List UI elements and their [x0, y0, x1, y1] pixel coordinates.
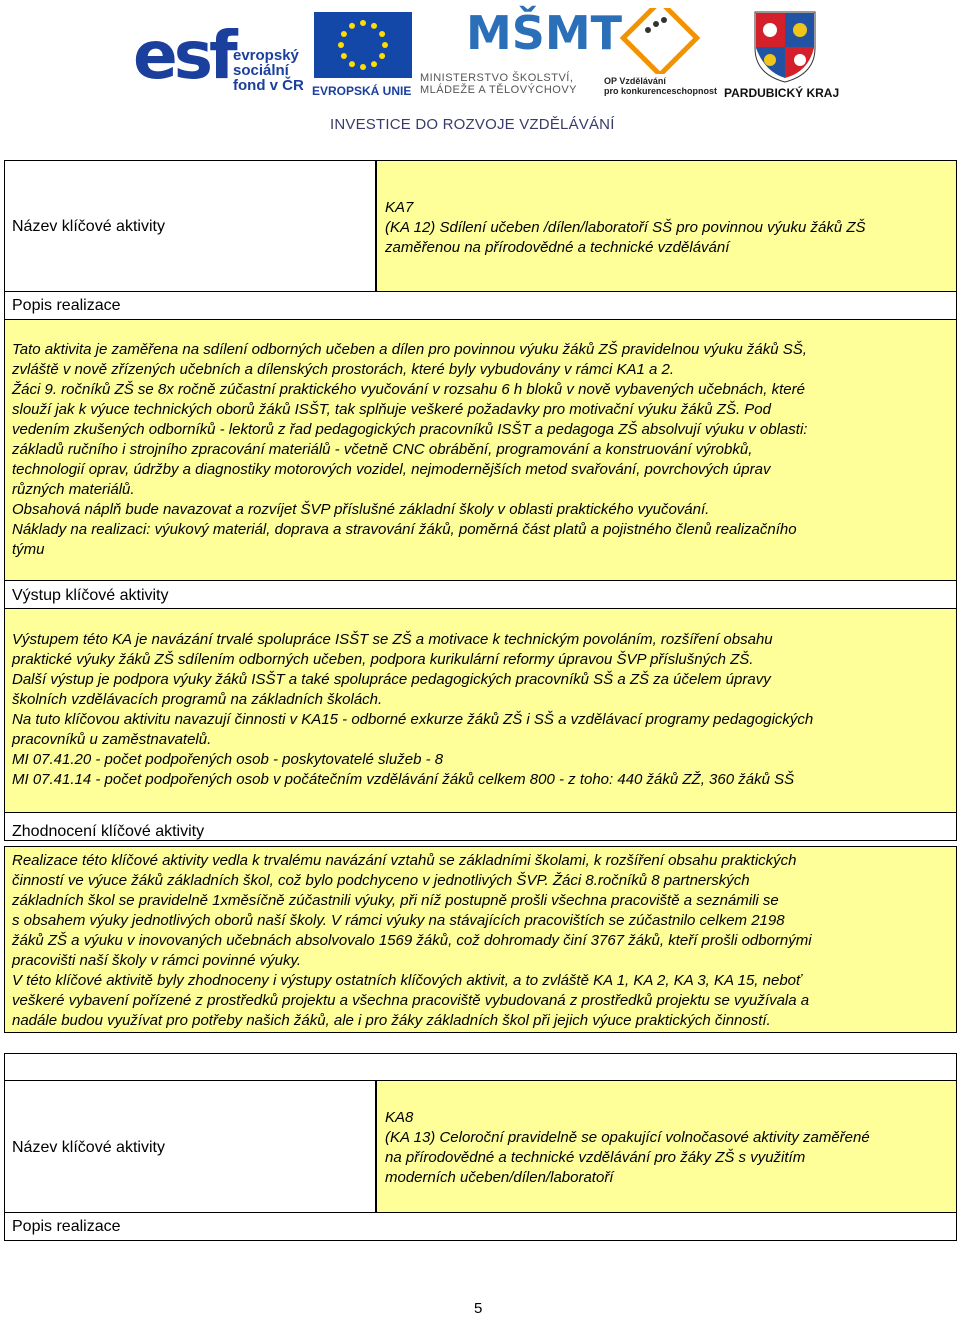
ka7-zhodnoceni-line: V této klíčové aktivitě byly zhodnoceny i výstupy ostatních klíčových aktivit, a to zvláště KA 1, KA 2, KA 3, KA 15, neboť — [12, 972, 802, 989]
ka7-popis-line: týmu — [12, 541, 45, 558]
ka7-zhodnoceni-cell — [4, 846, 957, 1033]
ka7-vystup-cell — [4, 608, 957, 813]
eu-star — [341, 31, 347, 37]
msmt-text — [420, 72, 577, 96]
ka7-zhodnoceni-line: základních škol se pravidelně 1xměsíčně zúčastnili výuky, při níž postupně prošli všechna pracoviště a seznámili se — [12, 892, 779, 909]
ka7-popis-line: Tato aktivita je zaměřena na sdílení odborných učeben a dílen pro povinnou výuku žáků ZŠ pravidelnou výuku žáků SŠ, — [12, 341, 807, 358]
ka7-popis-line: technologií oprav, údržby a diagnostiky motorových vozidel, nejmodernějších metod svařování, povrchových úprav — [12, 461, 771, 478]
esf-text-line: sociální — [233, 62, 289, 79]
ka8-popis-label: Popis realizace — [4, 1212, 957, 1241]
pardubicky-kraj-logo — [720, 8, 850, 100]
page-number: 5 — [474, 1300, 483, 1317]
ka7-popis-line: různých materiálů. — [12, 481, 135, 498]
op-emblem-icon — [604, 8, 720, 74]
ka7-popis-line: základů ručního i strojního zpracování materiálů - včetně CNC obrábění, programování a konstruování výrobků, — [12, 441, 753, 458]
ka7-popis-line: slouží jak k výuce technických oborů žáků ISŠT, tak splňuje veškeré požadavky pro motivační výuku žáků ZŠ. Pod — [12, 401, 771, 418]
op-vzdelavani-logo — [604, 8, 720, 100]
op-text — [604, 76, 717, 96]
ka7-zhodnoceni-line: žáků ZŠ a výuku v inovovaných učebnách absolvovalo 1569 žáků, což dohromady činí 3767 žáků, kteří prošli odbornými — [12, 932, 812, 949]
ka7-name-cell — [376, 160, 957, 292]
ka7-vystup-line: Další výstup je podpora výuky žáků ISŠT a také spolupráce pedagogických pracovníků SŠ a ZŠ za účelem úpravy — [12, 671, 771, 688]
pk-label: PARDUBICKÝ KRAJ — [724, 86, 840, 100]
esf-text — [233, 48, 304, 93]
eu-star — [371, 61, 377, 67]
eu-logo — [312, 12, 414, 100]
eu-star — [341, 53, 347, 59]
eu-star — [349, 61, 355, 67]
ka7-popis-label: Popis realizace — [4, 291, 957, 320]
ka8-top-row — [4, 1053, 957, 1081]
ka7-name-label: Název klíčové aktivity — [4, 160, 376, 292]
header-logos — [0, 0, 960, 140]
ka7-name-line: (KA 12) Sdílení učeben /dílen/laboratoří SŠ pro povinnou výuku žáků ZŠ — [385, 219, 866, 236]
eu-flag-icon — [314, 12, 412, 78]
esf-logo — [133, 12, 305, 102]
ka7-popis-line: Obsahová náplň bude navazovat a rozvíjet ŠVP příslušné základní školy v oblasti praktického vyučování. — [12, 501, 710, 518]
ka7-vystup-line: Na tuto klíčovou aktivitu navazují činnosti v KA15 - odborné exkurze žáků ZŠ i SŠ a vzdělávací programy pedagogických — [12, 711, 814, 728]
ka8-name-line: (KA 13) Celoroční pravidelně se opakující volnočasové aktivity zaměřené — [385, 1129, 870, 1146]
ka7-popis-line: Žáci 9. ročníků ZŠ se 8x ročně zúčastní praktického vyučování v rozsahu 6 h bloků v nově vybavených učebnách, které — [12, 381, 805, 398]
ka7-vystup-line: MI 07.41.20 - počet podpořených osob - poskytovatelé služeb - 8 — [12, 751, 444, 768]
eu-star — [349, 23, 355, 29]
op-text-line: OP Vzdělávání — [604, 76, 666, 86]
ka7-name-line: zaměřenou na přírodovědné a technické vzdělávání — [385, 239, 730, 256]
ka7-popis-line: zvláště v nově zřízených učebních a dílenských prostorách, které byly vybudovány v rámci KA1 a 2. — [12, 361, 674, 378]
esf-letters: esf — [133, 17, 234, 94]
coat-of-arms-icon — [720, 8, 850, 84]
ka7-vystup-line: pracovníků u zaměstnavatelů. — [12, 731, 212, 748]
eu-star — [360, 20, 366, 26]
msmt-text-line: MINISTERSTVO ŠKOLSTVÍ, — [420, 72, 574, 84]
ka7-popis-line: vedením zkušených odborníků - lektorů z řad pedagogických pracovníků ISŠT a pedagoga ZŠ absolvují výuku v oblasti: — [12, 421, 808, 438]
ka7-vystup-line: školních vzdělávacích programů na základních školách. — [12, 691, 383, 708]
tagline: INVESTICE DO ROZVOJE VZDĚLÁVÁNÍ — [330, 116, 615, 133]
eu-star — [382, 42, 388, 48]
op-text-line: pro konkurenceschopnost — [604, 86, 718, 96]
eu-label: EVROPSKÁ UNIE — [312, 84, 412, 98]
ka8-name-line: moderních učeben/dílen/laboratoří — [385, 1169, 614, 1186]
ka8-name-line: KA8 — [385, 1109, 414, 1126]
ka7-popis-line: Náklady na realizaci: výukový materiál, doprava a stravování žáků, poměrná část platů a pojistného členů realizačního — [12, 521, 797, 538]
esf-text-line: evropský — [233, 47, 299, 64]
ka8-name-label: Název klíčové aktivity — [4, 1080, 376, 1213]
eu-star — [379, 53, 385, 59]
msmt-logo — [420, 6, 623, 100]
ka7-zhodnoceni-line: činností ve výuce žáků základních škol, což bylo podchyceno v jednotlivých ŠVP. Žáci 8.ročníků 8 partnerských — [12, 872, 750, 889]
msmt-mark: MŠMT — [466, 6, 623, 60]
ka7-vystup-line: MI 07.41.14 - počet podpořených osob v počátečním vzdělávání žáků celkem 800 - z toho: 440 žáků ZŽ, 360 žáků SŠ — [12, 771, 795, 788]
ka7-zhodnoceni-line: pracovišti naší školy v rámci povinné výuky. — [12, 952, 301, 969]
ka7-zhodnoceni-line: nadále budou využívat pro potřeby našich žáků, ale i pro žáky základních škol při jejich výuce praktických činností. — [12, 1012, 771, 1029]
ka8-name-cell — [376, 1080, 957, 1213]
ka7-name-line: KA7 — [385, 199, 414, 216]
eu-star — [338, 42, 344, 48]
ka7-popis-cell — [4, 319, 957, 581]
ka7-vystup-line: Výstupem této KA je navázání trvalé spolupráce ISŠT se ZŠ a motivace k technickým povoláním, rozšíření obsahu — [12, 631, 773, 648]
ka8-name-line: na přírodovědné a technické vzdělávání pro žáky ZŠ s využitím — [385, 1149, 806, 1166]
ka7-zhodnoceni-line: Realizace této klíčové aktivity vedla k trvalému navázání vztahů se základními školami, k rozšíření obsahu praktických — [12, 852, 797, 869]
eu-star — [360, 64, 366, 70]
ka7-zhodnoceni-label: Zhodnocení klíčové aktivity — [4, 812, 957, 841]
eu-star — [371, 23, 377, 29]
ka7-zhodnoceni-line: s obsahem výuky jednotlivých oborů naší školy. V rámci výuky na stávajících pracovištích se zúčastnilo celkem 2198 — [12, 912, 785, 929]
eu-stars-icon — [314, 12, 412, 78]
msmt-text-line: MLÁDEŽE A TĚLOVÝCHOVY — [420, 84, 578, 96]
esf-text-line: fond v ČR — [233, 77, 304, 94]
ka7-vystup-label: Výstup klíčové aktivity — [4, 580, 957, 609]
ka7-zhodnoceni-line: veškeré vybavení pořízené z prostředků projektu a všechna pracoviště vybudovaná z prostředků projektu se využívala a — [12, 992, 810, 1009]
eu-star — [379, 31, 385, 37]
ka7-vystup-line: praktické výuky žáků ZŠ sdílením odborných učeben, podpora kurikulární reformy úpravou ŠVP příslušných ZŠ. — [12, 651, 754, 668]
